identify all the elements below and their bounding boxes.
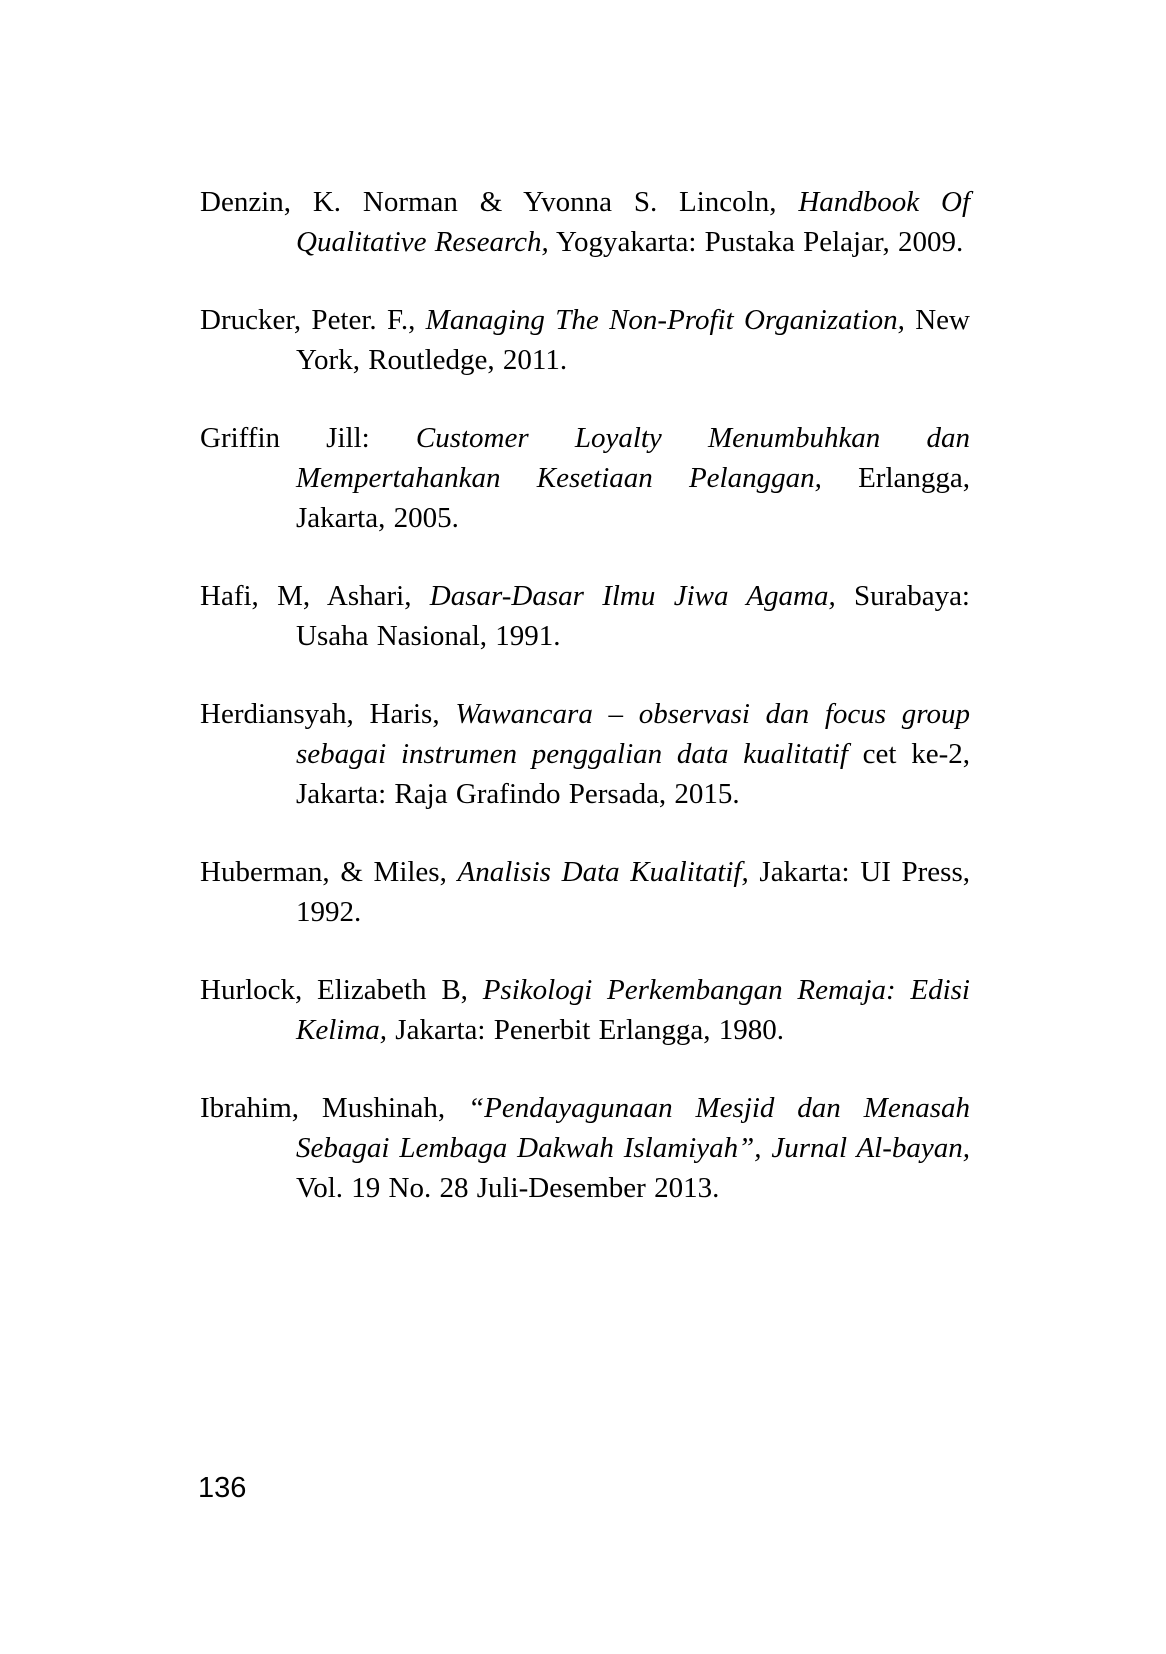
- ref-author-text: Drucker, Peter. F.,: [200, 304, 426, 336]
- ref-title-text: Analisis Data Kualitatif,: [457, 856, 749, 888]
- ref-title-text: Customer Loyalty Menumbuhkan dan Mempertahankan Kesetiaan Pelanggan,: [296, 422, 970, 494]
- reference-entry: [200, 970, 970, 1050]
- ref-publisher-text: Erlangga, Jakarta, 2005.: [296, 462, 971, 534]
- reference-entry: [200, 300, 970, 380]
- ref-author-text: Griffin Jill:: [200, 422, 416, 454]
- ref-publisher-text: Vol. 19 No. 28 Juli-Desember 2013.: [296, 1172, 720, 1204]
- ref-author-text: Herdiansyah, Haris,: [200, 698, 456, 730]
- ref-title-text: “Pendayagunaan Mesjid dan Menasah Sebagai Lembaga Dakwah Islamiyah”, Jurnal Al-bayan,: [296, 1092, 970, 1164]
- reference-entry: [200, 852, 970, 932]
- ref-author-text: Hurlock, Elizabeth B,: [200, 974, 483, 1006]
- ref-publisher-text: Jakarta: UI Press, 1992.: [296, 856, 970, 928]
- reference-entry: [200, 694, 970, 814]
- ref-publisher-text: Jakarta: Penerbit Erlangga, 1980.: [387, 1014, 785, 1046]
- ref-author-text: Denzin, K. Norman & Yvonna S. Lincoln,: [200, 186, 799, 218]
- reference-entry: [200, 1088, 970, 1208]
- ref-publisher-text: cet ke-2, Jakarta: Raja Grafindo Persada, 2015.: [296, 738, 970, 810]
- ref-publisher-text: New York, Routledge, 2011.: [296, 304, 970, 376]
- ref-publisher-text: Yogyakarta: Pustaka Pelajar, 2009.: [548, 226, 964, 258]
- reference-entry: [200, 182, 970, 262]
- reference-entry: [200, 576, 970, 656]
- page-number: 136: [198, 1472, 247, 1504]
- ref-publisher-text: Surabaya: Usaha Nasional, 1991.: [296, 580, 970, 652]
- ref-title-text: Psikologi Perkembangan Remaja: Edisi Kelima,: [296, 974, 970, 1046]
- ref-title-text: Managing The Non-Profit Organization,: [425, 304, 905, 336]
- ref-title-text: Handbook Of Qualitative Research,: [296, 186, 970, 258]
- ref-author-text: Huberman, & Miles,: [200, 856, 458, 888]
- ref-title-text: Dasar-Dasar Ilmu Jiwa Agama,: [429, 580, 836, 612]
- ref-title-text: Wawancara – observasi dan focus group sebagai instrumen penggalian data kualitatif: [296, 698, 971, 770]
- ref-author-text: Ibrahim, Mushinah,: [200, 1092, 469, 1124]
- reference-entry: [200, 418, 970, 538]
- ref-author-text: Hafi, M, Ashari,: [200, 580, 430, 612]
- reference-list: [200, 182, 970, 1208]
